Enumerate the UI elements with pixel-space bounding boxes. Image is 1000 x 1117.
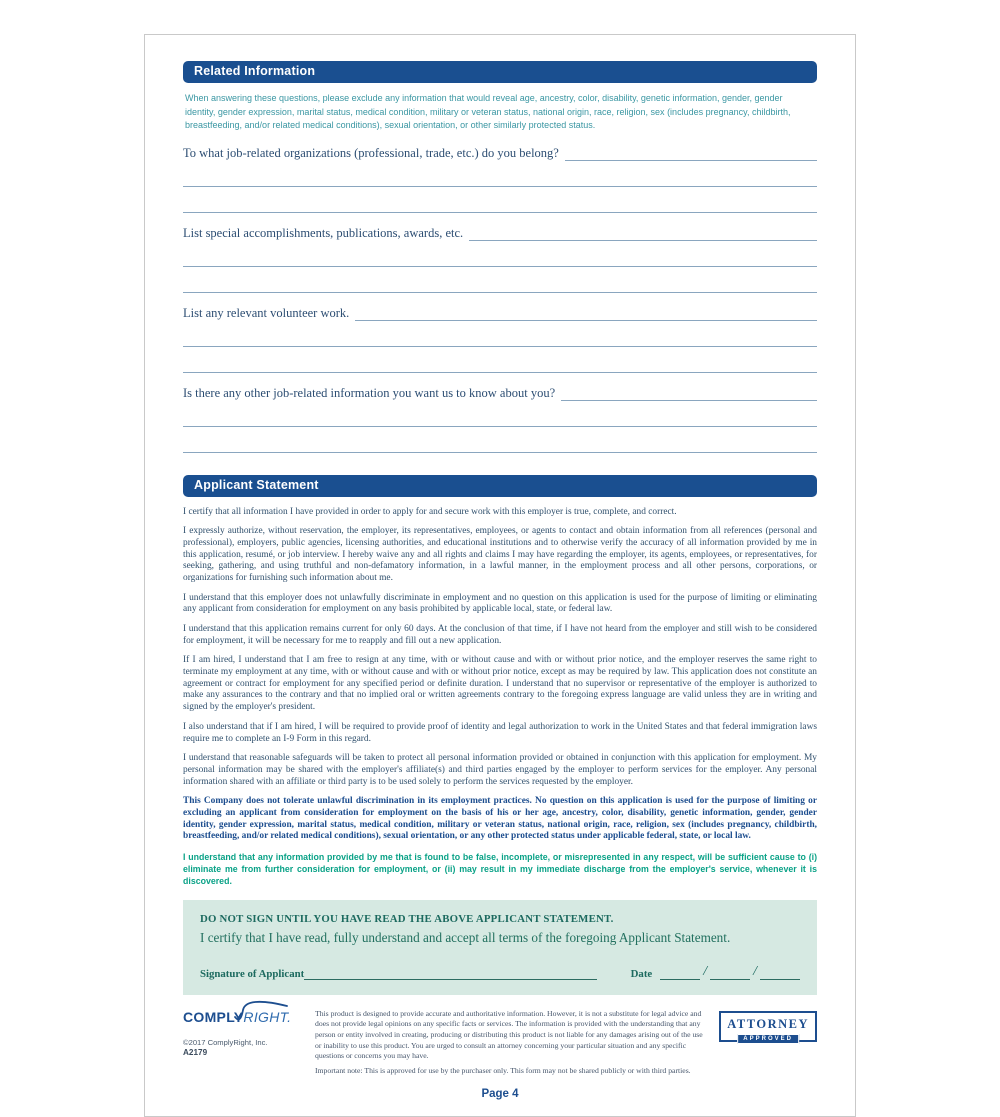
answer-line[interactable] bbox=[469, 227, 817, 241]
badge-approved-text: APPROVED bbox=[737, 1034, 799, 1044]
question-block-other-info bbox=[183, 386, 817, 453]
answer-line[interactable] bbox=[355, 307, 817, 321]
question-label: Is there any other job-related information you want us to know about you? bbox=[183, 385, 556, 400]
statement-paragraph-false-info: I understand that any information provided by me that is found to be false, incomplete, or misrepresented in any respect, will be sufficient cause to (i) eliminate me from further consideration for employment, or (ii) may result in my immediate discharge from the employer's service, whenever it is discovered. bbox=[183, 851, 817, 887]
date-separator: / bbox=[753, 963, 757, 979]
logo-text-comply: COMPLY bbox=[183, 1008, 244, 1025]
answer-line[interactable] bbox=[183, 241, 817, 267]
application-form-page bbox=[144, 34, 856, 1117]
logo-text-right: RIGHT. bbox=[243, 1008, 292, 1025]
applicant-statement-header: Applicant Statement bbox=[183, 475, 817, 497]
answer-line[interactable] bbox=[183, 347, 817, 373]
footer-disclaimer-block bbox=[315, 1009, 705, 1077]
disclaimer-text: This product is designed to provide accurate and authoritative information. However, it is not a substitute for legal advice and does not provide legal opinions on any specific facts or services. The information is provided with the understanding that any person or entity involved in creating, producing or distributing this product is not liable for any damages arising out of the use or inability to use this product. You are urged to consult an attorney concerning your particular situation and any specific questions or concerns you may have. bbox=[315, 1008, 703, 1061]
applicant-statement-body bbox=[183, 507, 817, 888]
question-label: To what job-related organizations (professional, trade, etc.) do you belong? bbox=[183, 145, 559, 160]
answer-line[interactable] bbox=[183, 267, 817, 293]
question-label: List any relevant volunteer work. bbox=[183, 305, 350, 320]
date-area bbox=[631, 964, 800, 980]
badge-attorney-text: ATTORNEY bbox=[727, 1016, 809, 1031]
page-footer bbox=[183, 1009, 817, 1077]
important-note-text: Important note: This is approved for use by the purchaser only. This form may not be shared publicly or with third parties. bbox=[315, 1065, 691, 1075]
footer-brand-block bbox=[183, 1009, 301, 1057]
statement-paragraph: I expressly authorize, without reservation, the employer, its representatives, employees, or agents to contact and obtain information from all references (personal and professional), employers, public agencies, licensing authorities, and educational institutions and to otherwise verify the accuracy of all information provided by me in this application, resumé, or job interview. I hereby waive any and all rights and claims I may have regarding the employer, its agents, employees, or representatives, for seeking, gathering, and using truthful and non-defamatory information, in a lawful manner, in the employment process and all other persons, corporations, or organizations for furnishing such information about me. bbox=[183, 525, 817, 584]
answer-line[interactable] bbox=[561, 387, 817, 401]
statement-paragraph: I understand that this employer does not unlawfully discriminate in employment and no question on this application is used for the purpose of limiting or eliminating any applicant from consideration for employment on any basis prohibited by applicable local, state, or federal law. bbox=[183, 592, 817, 615]
certify-statement: I certify that I have read, fully understand and accept all terms of the foregoing Applicant Statement. bbox=[200, 929, 731, 945]
question-block-volunteer bbox=[183, 306, 817, 373]
signature-line[interactable] bbox=[304, 968, 596, 980]
related-information-header: Related Information bbox=[183, 61, 817, 83]
question-block-organizations bbox=[183, 146, 817, 213]
date-year-field[interactable] bbox=[760, 968, 800, 980]
statement-paragraph: I understand that reasonable safeguards will be taken to protect all personal information provided or obtained in conjunction with this application for employment. My personal information may be shared with the employer's affiliate(s) and third parties engaged by the employer to perform services for the employer. Any personal information shared with an affiliate or third party is to be used solely to perform the services requested by the employer. bbox=[183, 752, 817, 787]
date-day-field[interactable] bbox=[710, 968, 750, 980]
answer-line[interactable] bbox=[565, 147, 817, 161]
statement-paragraph: I understand that this application remains current for only 60 days. At the conclusion of that time, if I have not heard from the employer and still wish to be considered for employment, it will be necessary for me to reapply and fill out a new application. bbox=[183, 623, 817, 646]
statement-paragraph-no-discrimination: This Company does not tolerate unlawful discrimination in its employment practices. No question on this application is used for the purpose of limiting or excluding an applicant from consideration for employment on the basis of his or her age, ancestry, color, disability, genetic information, gender, gender identity, gender expression, marital status, medical condition, military or veteran status, national origin, race, religion, sex (includes pregnancy, childbirth, breastfeeding, and/or related medical conditions), sexual orientation, or any other protected status under applicable federal, state, or local law. bbox=[183, 795, 817, 842]
date-label: Date bbox=[630, 967, 653, 980]
page-number: Page 4 bbox=[481, 1088, 519, 1101]
statement-paragraph: I also understand that if I am hired, I will be required to provide proof of identity and legal authorization to work in the United States and that federal immigration laws require me to complete an I-9 Form in this regard. bbox=[183, 721, 817, 744]
statement-paragraph: I certify that all information I have provided in order to apply for and secure work with this employer is true, complete, and correct. bbox=[183, 506, 677, 517]
date-separator: / bbox=[703, 963, 708, 979]
answer-line[interactable] bbox=[183, 187, 817, 213]
question-block-accomplishments bbox=[183, 226, 817, 293]
complyright-logo bbox=[183, 1009, 301, 1029]
signature-section bbox=[183, 900, 817, 995]
copyright-text: ©2017 ComplyRight, Inc. bbox=[183, 1037, 268, 1047]
answer-line[interactable] bbox=[183, 321, 817, 347]
statement-paragraph: If I am hired, I understand that I am free to resign at any time, with or without cause and with or without prior notice, and the employer reserves the same right to terminate my employment at any time, with or without cause and with or without prior notice, except as may be required by law. This application does not constitute an agreement or contract for employment for any specified period or definite duration. I understand that no supervisor or representative of the employer is authorized to make any assurances to the contrary and that no implied oral or written agreements contrary to the foregoing express language are valid unless they are in writing and signed by the employer's president. bbox=[183, 654, 817, 713]
answer-line[interactable] bbox=[183, 161, 817, 187]
attorney-approved-badge bbox=[719, 1011, 817, 1042]
signature-label: Signature of Applicant bbox=[200, 967, 305, 980]
related-information-intro: When answering these questions, please exclude any information that would reveal age, ancestry, color, disability, genetic information, gender, gender identity, gender expression, marital status, medical condition, military or veteran status, national origin, race, religion, sex (includes pregnancy, childbirth, breastfeeding, and/or related medical conditions), sexual orientation, or other similarly protected status. bbox=[185, 93, 791, 130]
do-not-sign-warning: DO NOT SIGN UNTIL YOU HAVE READ THE ABOVE APPLICANT STATEMENT. bbox=[200, 912, 614, 925]
answer-line[interactable] bbox=[183, 401, 817, 427]
logo-checkmark-swoosh-icon bbox=[233, 1000, 291, 1024]
form-number: A2179 bbox=[183, 1047, 208, 1057]
answer-line[interactable] bbox=[183, 427, 817, 453]
date-month-field[interactable] bbox=[660, 968, 700, 980]
question-label: List special accomplishments, publications, awards, etc. bbox=[183, 225, 464, 240]
